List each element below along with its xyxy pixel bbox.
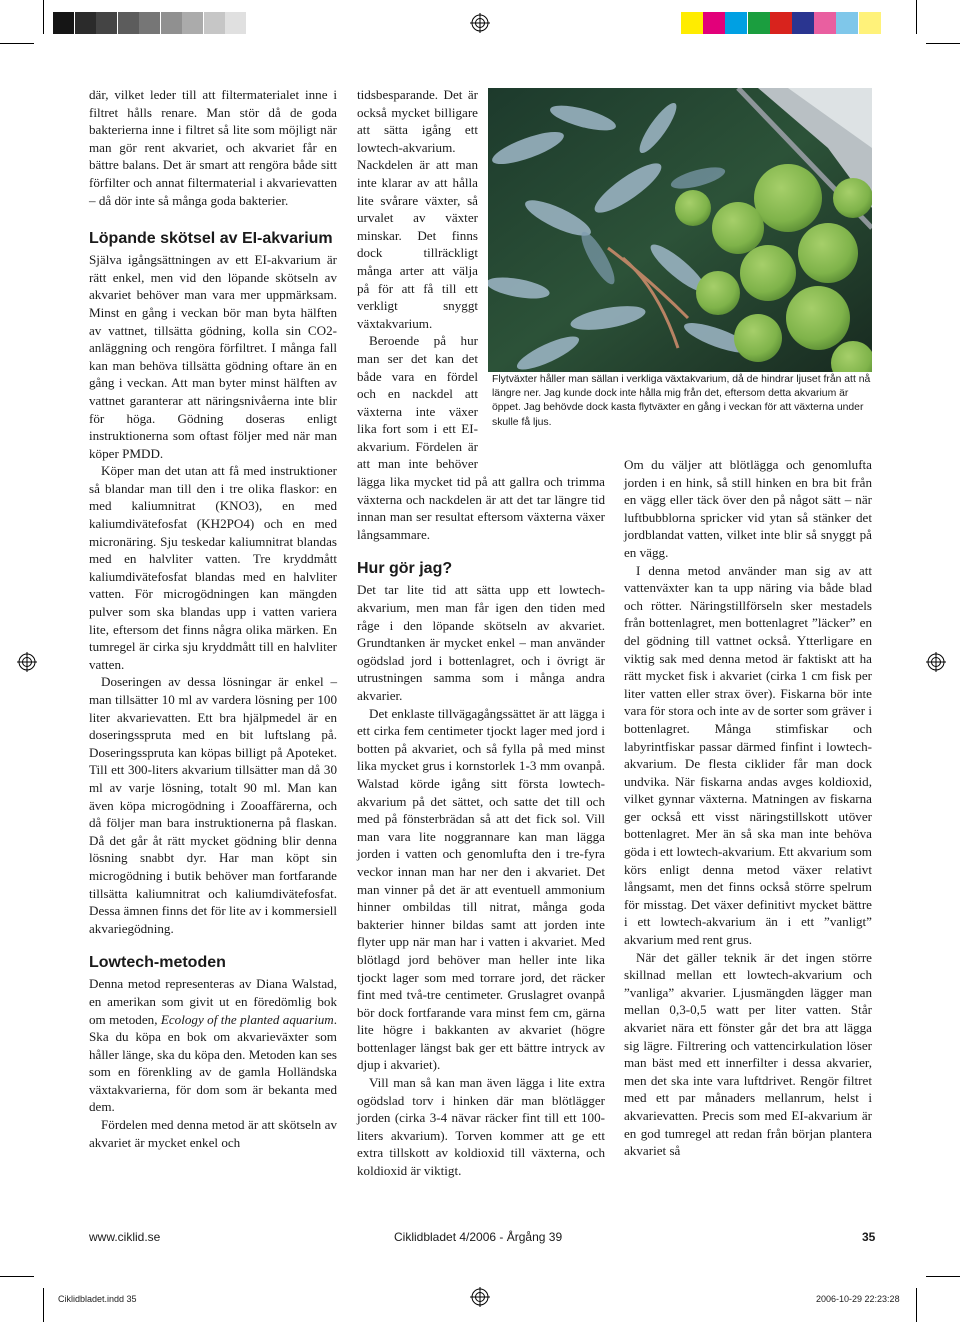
paragraph — [89, 975, 337, 1116]
registration-mark-icon — [926, 652, 946, 672]
paragraph-text: . Ska du köpa en bok om akvarieväxter som håller länge, ska du köpa den. Metoden kan ses som en förenkling av de gamla Holländska växtakvarierna, för dom som är bekanta med dem. — [89, 1011, 337, 1115]
crop-mark — [926, 1276, 960, 1277]
paragraph: Beroende på hur man ser det kan det både vara en fördel och en nackdel att växterna inte växer lika fort som i ett EI-akvarium. Fördelen är att man inte behöver lägga lika mycket tid på att gallra och trimma växterna och nackdelen är att det tar längre tid innan man ser resultat eftersom växterna växer långsammare. — [357, 333, 605, 542]
color-swatch — [681, 12, 703, 34]
color-swatch — [814, 12, 836, 34]
crop-mark — [926, 43, 960, 44]
paragraph-text: Denna metod representeras av Diana Walstad, en amerikan som givit ut en föredömlig bok om metoden, — [89, 976, 337, 1027]
article-column-1 — [89, 86, 337, 1151]
paragraph: Köper man det utan att få med instruktioner så blandar man till den i tre olika flaskor: en med kaliumnitrat (KNO3), en med kaliumdivätefosfat (KH2PO4) och en med micronäring. Sju teskedar kaliumnitrat blandas med en halvliter vatten. Tre kryddmått kaliumdivätefosfat blandas med en halvliter vatten. För microgödningen kan mängden pulver som ska blandas upp i vatten variera lite, eftersom det finns några olika märken. En tumregel är cirka sju kryddmått till en halvliter vatten. — [89, 463, 337, 672]
paragraph: Själva igångsättningen av ett EI-akvarium är rätt enkel, men vid den löpande skötseln av akvariet behöver man vara mer uppmärksam. Minst en gång i veckan bör man byta hälften av vattnet, tillsätta gödning, kolla sin CO2-anläggning och rengöra förfiltret. I många fall kan man behöva tillsätta gödning oftare än en gång i veckan. Att man byter minst hälften av vattnet garanterar att näringsnivåerna inte blir för höga. Gödning doseras enligt instruktionerna som oftast följer med när man köper PMDD. — [89, 252, 337, 461]
grey-swatch — [96, 12, 117, 34]
crop-mark — [916, 1288, 917, 1322]
grey-swatch — [161, 12, 182, 34]
color-swatch — [792, 12, 814, 34]
crop-mark — [0, 43, 34, 44]
registration-mark-icon — [470, 13, 490, 33]
color-swatch — [770, 12, 792, 34]
crop-mark — [0, 1276, 34, 1277]
paragraph: Det enklaste tillvägagångssättet är att lägga i ett cirka fem centimeter tjockt lager med jord i botten på akvariet, och så fylla på med minst lika mycket grus i kornstorlek 1-3 mm ovanpå. Walstad körde igång sitt första lowtech-akvarium på det sättet, och satte det till och med på fönsterbrädan så att det fick sol. Vill man vara lite noggrannare kan man lägga jorden i vatten och genomlufta den i tre-fyra veckor innan man har ner den i akvariet. Det man vinner på det är att eventuell ammonium hinner ombildas till nitrat, många goda bakterier hinner bildas samt att jorden inte flyter upp när man har i vatten i akvariet. Med blötlagd jord behöver man heller inte lika tjockt lager som med torrare jord, det räcker fint med två-tre centimeter. Gruslagret ovanpå bör dock fortfarande vara minst fem cm, gärna lite högre i bakkanten av akvariet (högre bottenlager längst bak ger ett bättre intryck av djup i akvariet). — [357, 705, 605, 1073]
aquarium-photo — [488, 88, 872, 372]
paragraph: där, vilket leder till att filtermaterialet inne i filtret hålls renare. Man stör då de goda bakterierna inne i filtret så lite som möjligt när man gör rent akvariet, och akvariet får en bättre balans. Det är smart att rengöra både sitt förfilter och annat filtermaterial i akvarievatten – då dör inte så många goda bakterier. — [89, 87, 337, 208]
paragraph: Vill man så kan man även lägga i lite extra ogödslad torv i hinken där man blötlägger jorden (cirka 3-4 nävar räcker fint till ett 100-liters akvarium). Torven kommer att ge ett extra tillskott av koldioxid till växterna, och koldioxid är viktigt. — [357, 1075, 605, 1179]
section-heading: Löpande skötsel av EI-akvarium — [89, 230, 333, 248]
grey-swatch — [75, 12, 96, 34]
photo-caption: Flytväxter håller man sällan i verkliga växtakvarium, då de hindrar ljuset från att nå längre ner. Jag kunde dock inte hålla mig från det, eftersom detta akvarium är öppet. Jag behövde dock kasta flytväxter en gång i veckan för att växterna under skulle få ljus. — [492, 374, 871, 428]
grey-swatch — [139, 12, 160, 34]
grey-swatch — [182, 12, 203, 34]
color-swatch — [859, 12, 881, 34]
crop-mark — [43, 0, 44, 34]
registration-mark-icon — [470, 1287, 490, 1307]
paragraph: I denna metod använder man sig av att vattenväxter kan ta upp näring via både blad och rötter. Näringstillförseln sker mestadels från bottenlagret, men bottenlagret ”läcker” en del gödning till vattnet också. Ytterligare en viktig sak med denna metod är faktiskt att ha rätt mycket fisk i akvariet (cirka 1 cm fisk per liter vatten eller strax över). Fiskarna bör inte vara för stora och inte av de sorter som gräver i bottenlagret. Många stimfiskar och labyrintfiskar passar därmed finfint i lowtech-akvarium. De flesta ciklider får man dock undvika. När fiskarna andas avges koldioxid, vilket gynnar växterna. Matningen av fiskarna ger också ett visst näringstillskott utöver bottenlagret. Mer än så ska man inte behöva göda i ett lowtech-akvarium. Ett akvarium som körs enligt denna metod växer relativt långsamt, men det finns också större spelrum för misstag. Det växer definitivt mycket bättre i ett lowtech-akvarium än i ett ”vanligt” akvarium med rent grus. — [624, 562, 872, 948]
footer-website: www.ciklid.se — [89, 1230, 161, 1244]
section-heading: Hur gör jag? — [357, 560, 453, 578]
grey-swatch — [204, 12, 225, 34]
registration-mark-icon — [17, 652, 37, 672]
crop-mark — [916, 0, 917, 34]
paragraph: Doseringen av dessa lösningar är enkel – man tillsätter 10 ml av vardera lösning per 100 liter akvarievatten. Ett bra hjälpmedel är en doseringsspruta med en bit luftslang på. Doseringsspruta kan köpas billigt på Apoteket. Till ett 300-liters akvarium tillsätter man då 30 ml av varje lösning, totalt 90 ml. Man kan även köpa microgödning i Zooaffärerna, och då följer man bara instruktionerna på flaskan. Då det går åt rätt mycket gödning blir denna lösning snabbt dyr. Har man köpt sin microgödning i butik behöver man fortfarande tillsätta kaliumnitrat och kaliumdivätefosfat. Dessa ämnen finns det för lite av i kommersiell akvariegödning. — [89, 674, 337, 936]
paragraph: Fördelen med denna metod är att skötseln av akvariet är mycket enkel och — [89, 1117, 337, 1150]
paragraph: tidsbesparande. Det är också mycket billigare att sätta igång ett lowtech-akvarium. Nackdelen är att man inte klarar av att hålla lite svårare växter, så urvalet av växter minskar. Det finns dock tillräckligt många arter att välja på för att få till ett verkligt snyggt växtakvarium. — [357, 87, 478, 331]
floating-plants-image — [488, 88, 872, 372]
paragraph: När det gäller teknik är det ingen större skillnad mellan ett lowtech-akvarium och ”vanliga” akvarier. Ljusmängden lägger man mellan 0,3-0,5 watt per liter vatten. Står akvariet nära ett fönster går det bra att lägga sig lägre. Filtrering och vattencirkulation löser man bäst med ett innerfilter i dessa akvarier, men det ska inte vara luftdrivet. Rengör filtret med ett par månaders mellanrum, helst i akvarievatten. Precis som med EI-akvarium är en god tumregel att redan från början plantera akvariet så — [624, 949, 872, 1159]
paragraph: Det tar lite tid att sätta upp ett lowtech-akvarium, men man får igen den tiden med råge i den löpande skötseln av akvariet. Grundtanken är mycket enkel – man använder ogödslad jord i bottenlagret, och i övrigt är utrustningen samma som i många andra akvarier. — [357, 582, 605, 703]
color-swatch — [836, 12, 858, 34]
grey-swatch — [118, 12, 139, 34]
book-title: Ecology of the planted aquarium — [160, 1011, 334, 1027]
article-column-3 — [624, 456, 872, 1160]
color-swatch — [725, 12, 747, 34]
color-swatch — [748, 12, 770, 34]
paragraph: Om du väljer att blötlägga och genomlufta jorden i en hink, så still hinken en bra bit från en vägg eller täck över den på något sätt – när luftbubblorna spricker vid ytan så stänker det jordblandat vatten, vilket inte blir så snyggt på en vägg. — [624, 457, 872, 560]
slug-timestamp: 2006-10-29 22:23:28 — [816, 1294, 900, 1304]
grey-swatch — [225, 12, 246, 34]
footer-issue: Ciklidbladet 4/2006 - Årgång 39 — [394, 1230, 563, 1244]
crop-mark — [43, 1288, 44, 1322]
section-heading: Lowtech-metoden — [89, 954, 226, 972]
color-swatch — [703, 12, 725, 34]
grey-swatch — [53, 12, 74, 34]
slug-filename: Ciklidbladet.indd 35 — [58, 1294, 137, 1304]
page-number: 35 — [862, 1230, 876, 1244]
